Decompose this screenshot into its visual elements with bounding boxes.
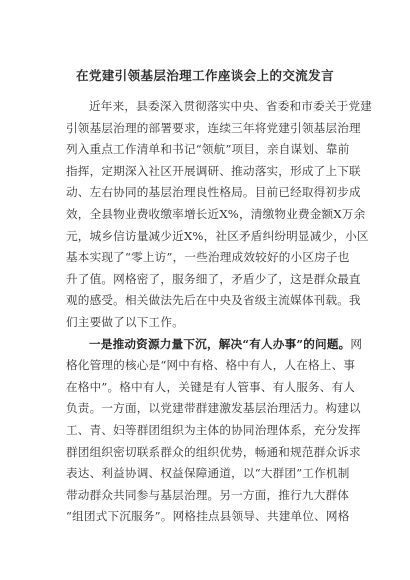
paragraph-2-heading-line <box>66 334 363 356</box>
paragraph-1-line: 动、左右协同的基层治理良性格局。目前已经取得初步成 <box>66 185 361 200</box>
paragraph-2-heading-tail: 网 <box>350 336 363 351</box>
paragraph-1-line: 元，城乡信访量减少近X%，社区矛盾纠纷明显减少，小区 <box>66 228 369 243</box>
paragraph-1-line: 近年来，县委深入贯彻落实中央、省委和市委关于党建 <box>89 99 373 113</box>
paragraph-1-line: 基本实现了“零上访”，一些治理成效较好的小区房子也 <box>66 250 350 265</box>
paragraph-1-line: 观的感受。相关做法先后在中央及省级主流媒体刊载。我 <box>66 293 361 308</box>
paragraph-2-line: “组团式下沉服务”。网格挂点县领导、共建单位、网格 <box>66 509 350 524</box>
paragraph-2-line: 格化管理的核心是“网中有格、格中有人，人在格上、事 <box>66 358 356 373</box>
paragraph-2-line: 工、青、妇等群团组织为主体的协同治理体系，充分发挥 <box>66 422 361 437</box>
paragraph-2-line: 带动群众共同参与基层治理。另一方面，推行九大群体 <box>66 487 350 502</box>
paragraph-2-line: 群团组织密切联系群众的组织优势，畅通和规范群众诉求 <box>66 444 361 459</box>
paragraph-1-line: 升了值。网格密了，服务细了，矛盾少了，这是群众最直 <box>66 271 361 286</box>
paragraph-1-line: 引领基层治理的部署要求，连续三年将党建引领基层治理 <box>66 120 361 135</box>
paragraph-1-line: 效，全县物业费收缴率增长近X%，清缴物业费金额X万余 <box>66 206 366 221</box>
document-title: 在党建引领基层治理工作座谈会上的交流发言 <box>75 68 334 83</box>
paragraph-2-line: 在格中”。格中有人，关键是有人管事、有人服务、有人 <box>66 379 356 394</box>
paragraph-1-line: 列入重点工作清单和书记“领航”项目，亲自谋划、靠前 <box>66 142 350 157</box>
paragraph-2-line: 表达、利益协调、权益保障通道，以“大群团”工作机制 <box>66 466 350 481</box>
section-heading: 一是推动资源力量下沉，解决“有人办事”的问题。 <box>89 336 351 351</box>
paragraph-2-line: 负责。一方面，以党建带群建激发基层治理活力。构建以 <box>66 401 361 416</box>
paragraph-1-line: 指挥，定期深入社区开展调研、推动落实，形成了上下联 <box>66 163 361 178</box>
document-body <box>66 96 373 528</box>
paragraph-1-line: 们主要做了以下工作。 <box>66 314 184 329</box>
